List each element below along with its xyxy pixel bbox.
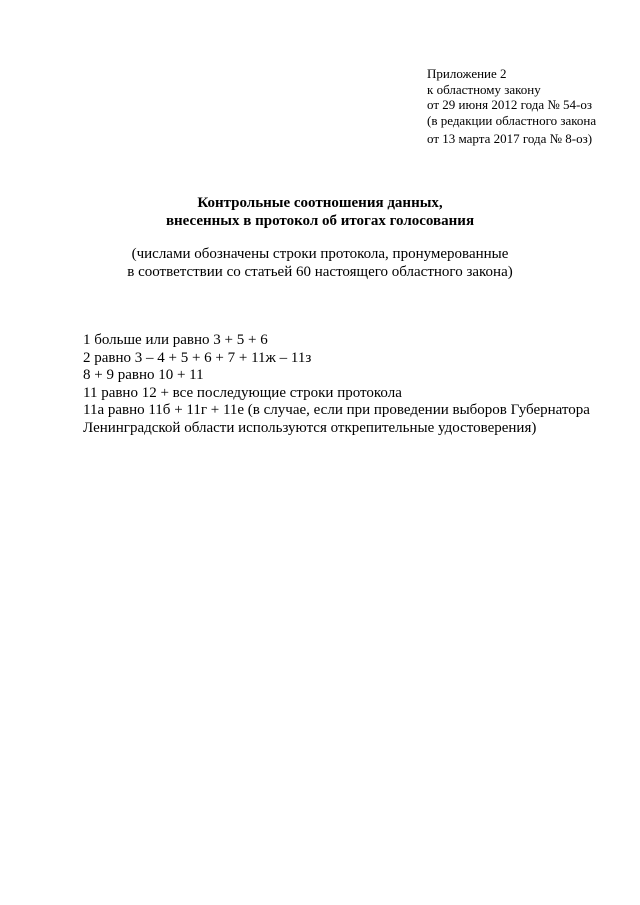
appendix-law-date: от 29 июня 2012 года № 54-оз bbox=[427, 97, 593, 113]
appendix-header bbox=[427, 66, 596, 147]
relation-item: 2 равно 3 – 4 + 5 + 6 + 7 + 11ж – 11з bbox=[83, 349, 312, 366]
document-title bbox=[0, 194, 640, 230]
relation-item-continuation: Ленинградской области используются открепительные удостоверения) bbox=[83, 419, 537, 436]
appendix-number: Приложение 2 bbox=[427, 66, 507, 81]
document-title-line-1: Контрольные соотношения данных, bbox=[197, 195, 443, 211]
appendix-amendment-date: от 13 марта 2017 года № 8-оз) bbox=[427, 131, 593, 147]
document-subtitle-line-2: в соответствии со статьей 60 настоящего областного закона) bbox=[127, 264, 513, 280]
appendix-amendment-note: (в редакции областного закона bbox=[427, 112, 597, 128]
document-subtitle bbox=[0, 245, 640, 281]
relation-item: 11 равно 12 + все последующие строки протокола bbox=[83, 384, 402, 401]
document-title-line-2: внесенных в протокол об итогах голосования bbox=[165, 213, 475, 229]
relation-item: 11а равно 11б + 11г + 11е (в случае, если при проведении выборов Губернатора bbox=[83, 402, 590, 419]
relation-item: 1 больше или равно 3 + 5 + 6 bbox=[83, 332, 268, 348]
appendix-law-reference: к областному закону bbox=[427, 81, 541, 97]
relation-item: 8 + 9 равно 10 + 11 bbox=[83, 367, 204, 384]
control-relations-list bbox=[83, 332, 590, 438]
document-subtitle-line-1: (числами обозначены строки протокола, пронумерованные bbox=[131, 246, 509, 262]
